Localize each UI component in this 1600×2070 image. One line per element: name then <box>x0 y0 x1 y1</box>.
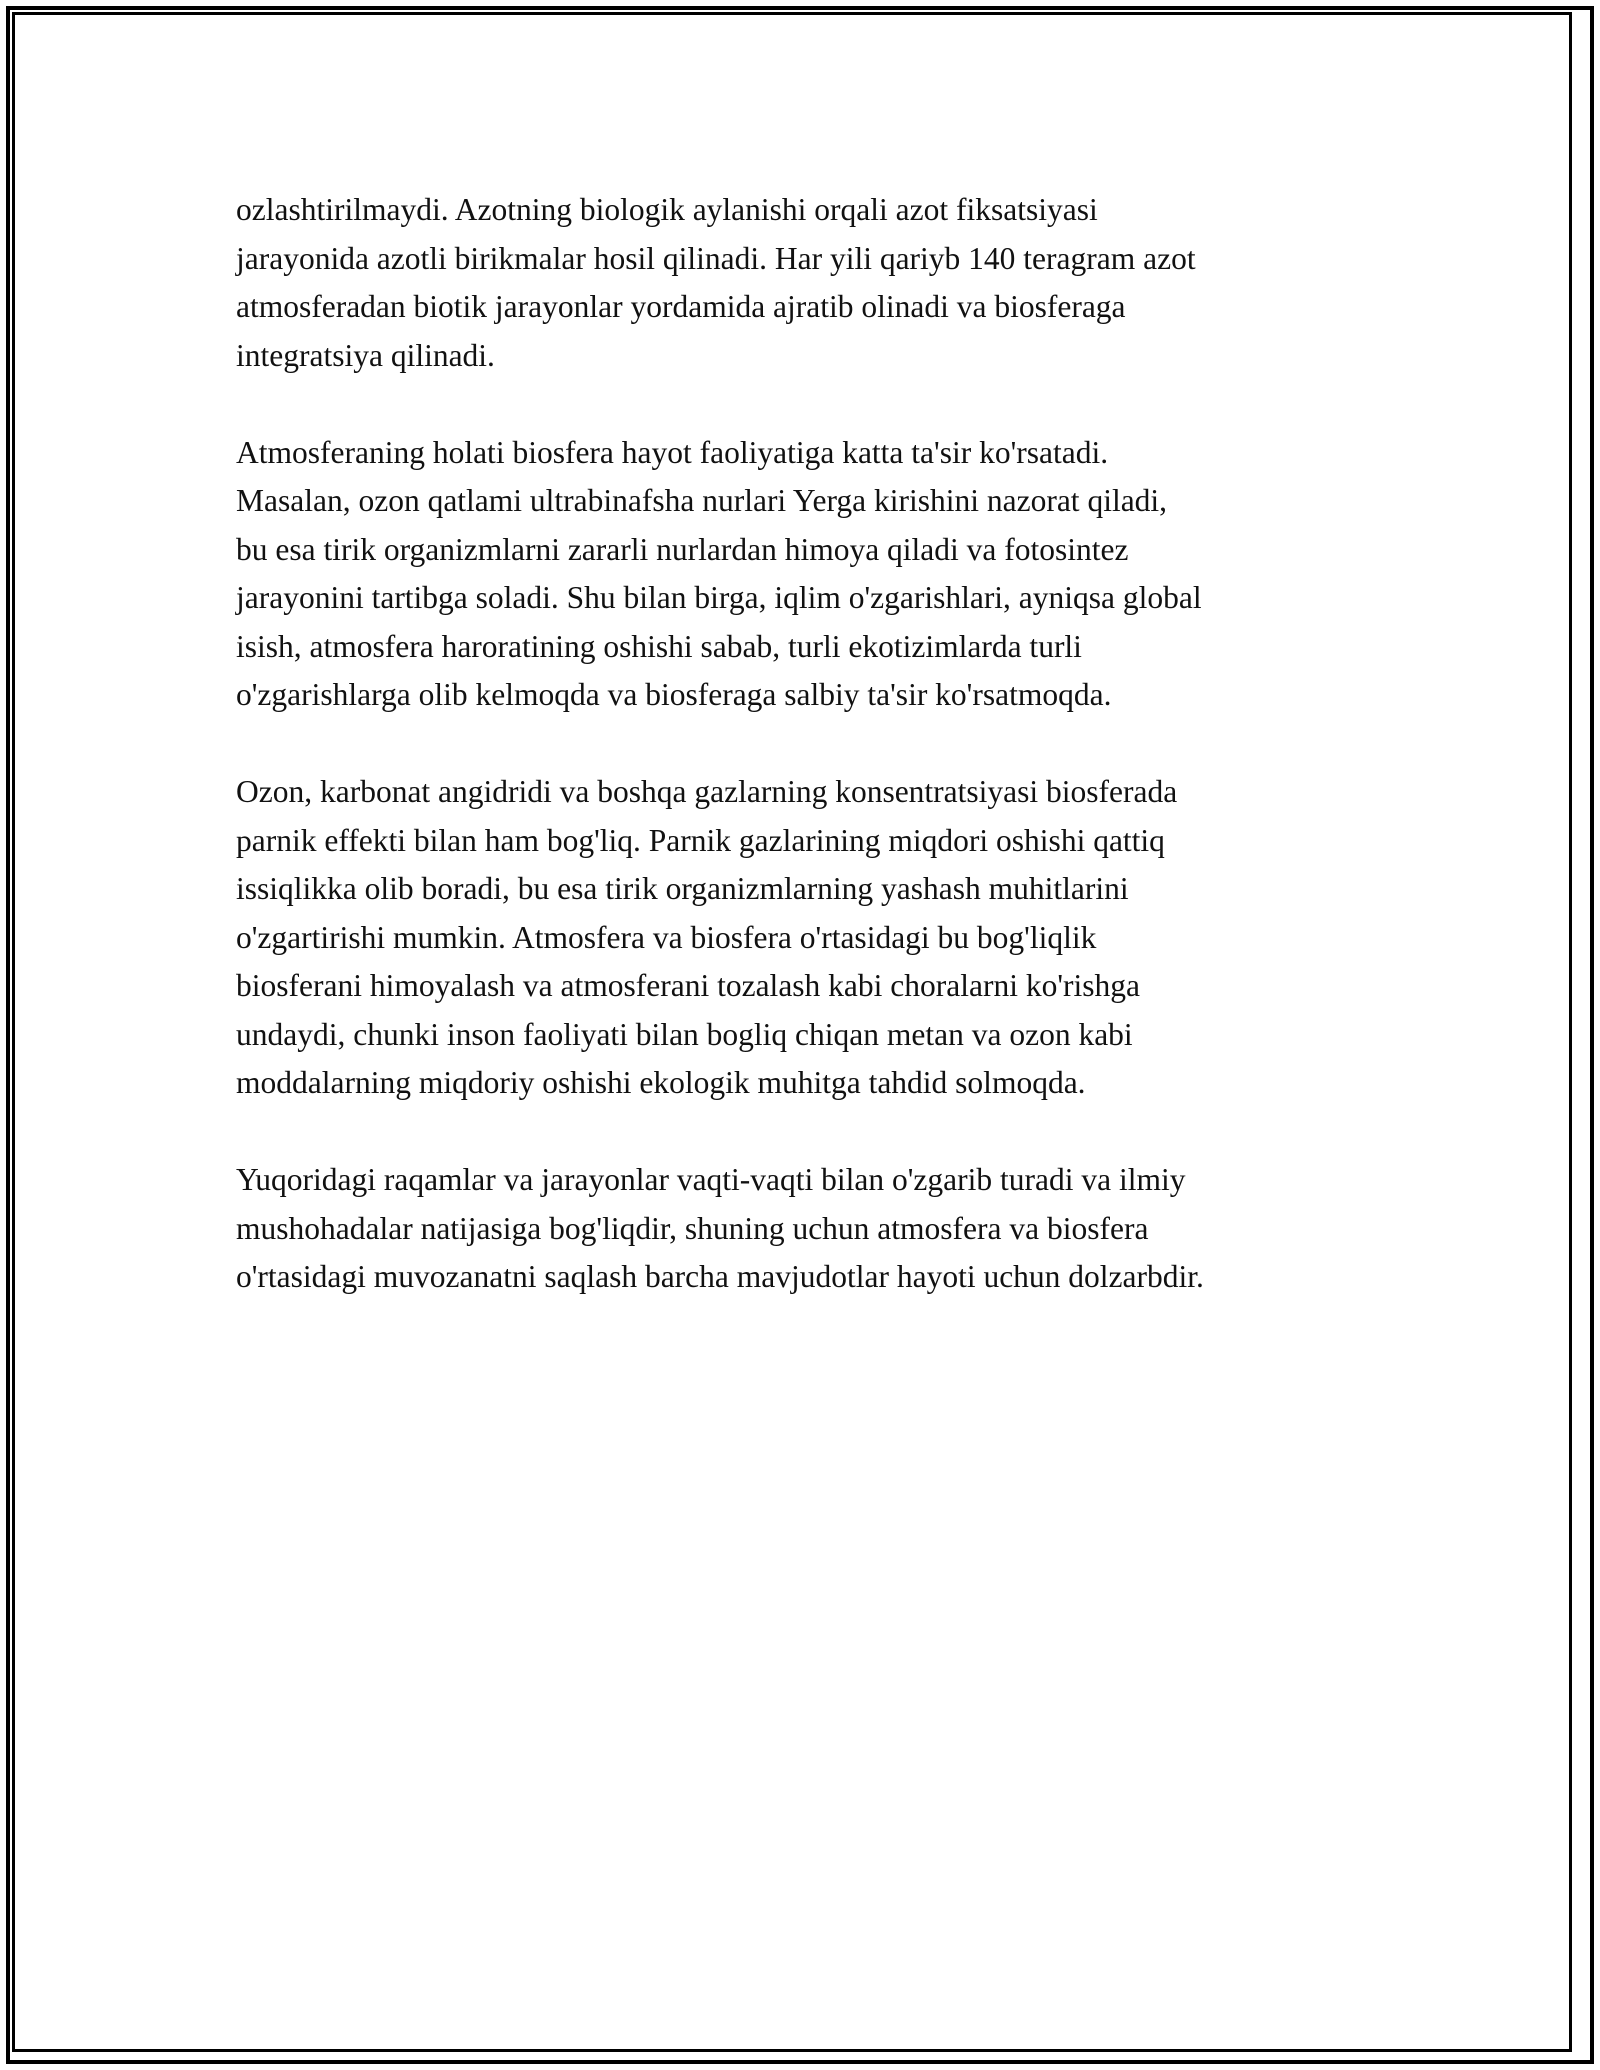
text-line: ozlashtirilmaydi. Azotning biologik aylanishi orqali azot fiksatsiyasi <box>236 192 1098 227</box>
text-line: o'zgartirishi mumkin. Atmosfera va biosfera o'rtasidagi bu bog'liqlik <box>236 919 1097 955</box>
text-line: biosferani himoyalash va atmosferani tozalash kabi choralarni ko'rishga <box>236 968 1140 1003</box>
text-line: jarayonida azotli birikmalar hosil qilinadi. Har yili qariyb 140 teragram azot <box>236 240 1196 276</box>
paragraph-4 <box>236 1156 1386 1302</box>
paragraph-3 <box>236 768 1386 1108</box>
text-line: Atmosferaning holati biosfera hayot faoliyatiga katta ta'sir ko'rsatadi. <box>236 434 1109 470</box>
paragraph-2 <box>236 429 1386 720</box>
text-line: Masalan, ozon qatlami ultrabinafsha nurlari Yerga kirishini nazorat qiladi, <box>236 483 1168 518</box>
text-line: integratsiya qilinadi. <box>236 337 495 373</box>
text-line: issiqlikka olib boradi, bu esa tirik organizmlarning yashash muhitlarini <box>236 871 1129 906</box>
paragraph-1 <box>236 186 1386 380</box>
text-line: Yuqoridagi raqamlar va jarayonlar vaqti-vaqti bilan o'zgarib turadi va ilmiy <box>236 1162 1186 1197</box>
text-line: moddalarning miqdoriy oshishi ekologik muhitga tahdid solmoqda. <box>236 1065 1086 1100</box>
text-line: bu esa tirik organizmlarni zararli nurlardan himoya qiladi va fotosintez <box>236 531 1129 567</box>
text-line: parnik effekti bilan ham bog'liq. Parnik gazlarining miqdori oshishi qattiq <box>236 822 1165 858</box>
document-body <box>236 186 1386 1350</box>
text-line: o'zgarishlarga olib kelmoqda va biosferaga salbiy ta'sir ko'rsatmoqda. <box>236 677 1112 712</box>
text-line: undaydi, chunki inson faoliyati bilan bogliq chiqan metan va ozon kabi <box>236 1016 1133 1052</box>
text-line: isish, atmosfera haroratining oshishi sabab, turli ekotizimlarda turli <box>236 628 1082 664</box>
text-line: mushohadalar natijasiga bog'liqdir, shuning uchun atmosfera va biosfera <box>236 1210 1149 1246</box>
text-line: jarayonini tartibga soladi. Shu bilan birga, iqlim o'zgarishlari, ayniqsa global <box>236 580 1202 615</box>
text-line: Ozon, karbonat angidridi va boshqa gazlarning konsentratsiyasi biosferada <box>236 774 1178 809</box>
text-line: o'rtasidagi muvozanatni saqlash barcha mavjudotlar hayoti uchun dolzarbdir. <box>236 1259 1204 1294</box>
text-line: atmosferadan biotik jarayonlar yordamida ajratib olinadi va biosferaga <box>236 289 1126 324</box>
